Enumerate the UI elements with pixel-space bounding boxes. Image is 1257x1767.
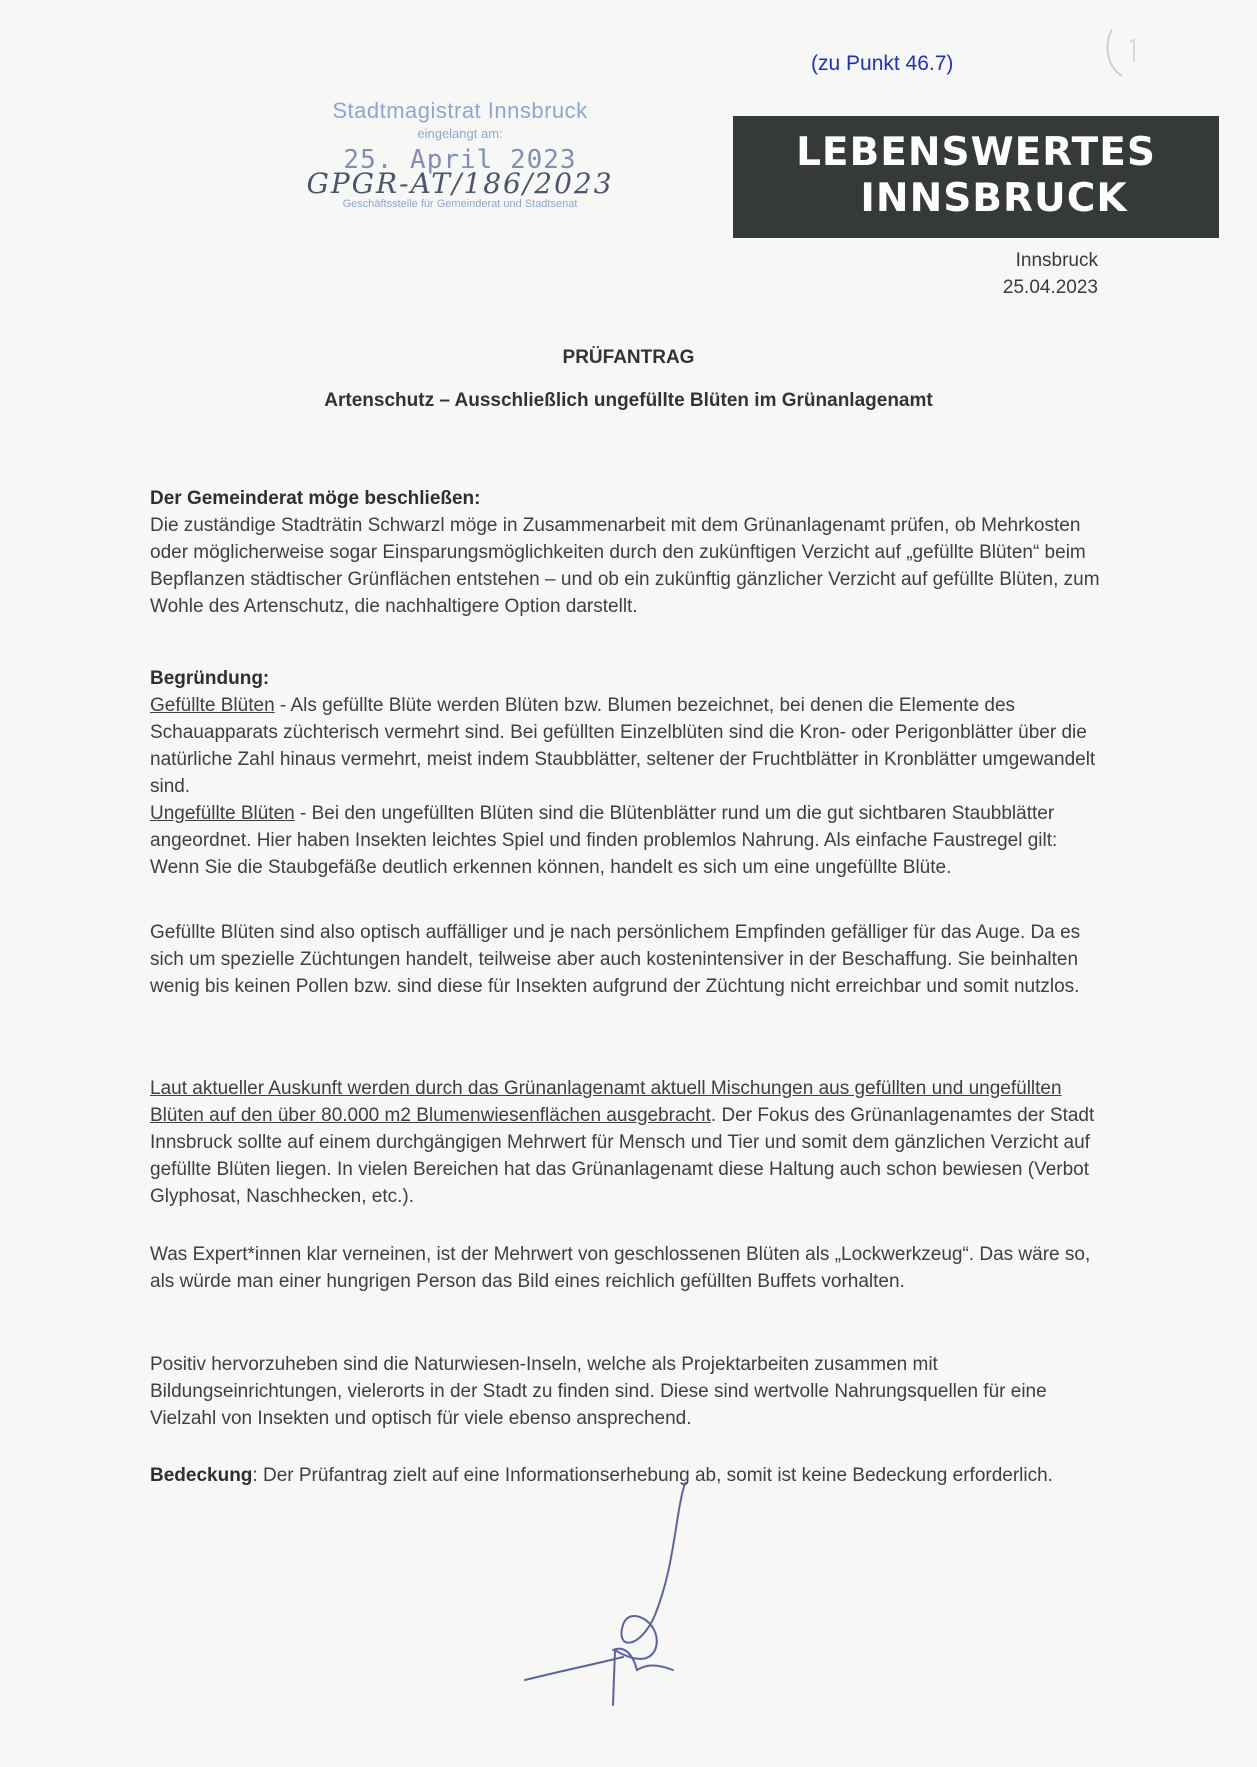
- body-paragraph-2: Gefüllte Blüten sind also optisch auffälliger und je nach persönlichem Empfinden gefälliger für das Auge. Da es sich um spezielle Züchtungen handelt, teilweise aber auch kostenintensiver in der Beschaffung. Sie beinhalten wenig bis keinen Pollen bzw. sind diese für Insekten aufgrund der Züchtung nicht erreichbar und somit nutzlos.: [150, 922, 1081, 997]
- place-date-block: [1003, 247, 1098, 301]
- stamp-received-label: eingelangt am:: [417, 126, 503, 141]
- coverage-text: : Der Prüfantrag zielt auf eine Informationserhebung ab, somit ist keine Bedeckung erforderlich.: [252, 1465, 1053, 1486]
- coverage-label: Bedeckung: [150, 1465, 253, 1486]
- unfilled-definition: - Bei den ungefüllten Blüten sind die Blütenblätter rund um die gut sichtbaren Staubblätter angeordnet. Hier haben Insekten leichtes Spiel und finden problemlos Nahrung. Als einfache Faustregel gilt: Wenn Sie die Staubgefäße deutlich erkennen können, handelt es sich um eine ungefüllte Blüte.: [150, 803, 1058, 878]
- party-logo: [733, 116, 1219, 238]
- place: Innsbruck: [1015, 250, 1098, 271]
- agenda-reference: (zu Punkt 46.7): [811, 52, 954, 75]
- filled-term: Gefüllte Blüten: [150, 695, 275, 716]
- logo-line-2: INNSBRUCK: [860, 176, 1128, 221]
- signature-icon: [505, 1475, 705, 1715]
- stamp-office: Geschäftsstelle für Gemeinderat und Stadtsenat: [342, 198, 578, 210]
- body-paragraph-3-rest: . Der Fokus des Grünanlagenamtes der Stadt Innsbruck sollte auf einem durchgängigen Mehrwert für Mensch und Tier und somit dem gänzlichen Verzicht auf gefüllte Blüten liegen. In vielen Bereichen hat das Grünanlagenamt diese Haltung auch schon bewiesen (Verbot Glyphosat, Naschhecken, etc.).: [150, 1105, 1095, 1207]
- body-paragraph-4: Was Expert*innen klar verneinen, ist der Mehrwert von geschlossenen Blüten als „Lockwerkzeug“. Das wäre so, als würde man einer hungrigen Person das Bild eines reichlich gefüllten Buffets vorhalten.: [150, 1244, 1091, 1292]
- corner-page-mark-icon: [1100, 22, 1160, 82]
- received-stamp: [300, 98, 620, 268]
- unfilled-term: Ungefüllte Blüten: [150, 803, 295, 824]
- logo-line-1: LEBENSWERTES: [796, 130, 1156, 175]
- justification-heading: Begründung:: [150, 668, 270, 689]
- body-paragraph-5: Positiv hervorzuheben sind die Naturwiesen-Inseln, welche als Projektarbeiten zusammen mit Bildungseinrichtungen, vielerorts in der Stadt zu finden sind. Diese sind wertvolle Nahrungsquellen für eine Vielzahl von Insekten und optisch für viele ebenso ansprechend.: [150, 1354, 1047, 1429]
- body-paragraph-3: [150, 1075, 1100, 1210]
- stamp-organization: Stadtmagistrat Innsbruck: [332, 98, 588, 123]
- filled-definition: - Als gefüllte Blüte werden Blüten bzw. Blumen bezeichnet, bei denen die Elemente des Schauapparats züchterisch vermehrt sind. Bei gefüllten Einzelblüten sind die Kron- oder Perigonblätter über die natürliche Zahl hinaus vermehrt, meist indem Staubblätter, seltener der Fruchtblätter in Kronblätter umgewandelt sind.: [150, 695, 1096, 797]
- motion-heading: Der Gemeinderat möge beschließen:: [150, 488, 481, 509]
- document-type: PRÜFANTRAG: [562, 347, 695, 368]
- stamp-date: 25. April 2023: [343, 145, 577, 175]
- date: 25.04.2023: [1002, 277, 1098, 298]
- motion-text: Die zuständige Stadträtin Schwarzl möge in Zusammenarbeit mit dem Grünanlagenamt prüfen, ob Mehrkosten oder möglicherweise sogar Einsparungsmöglichkeiten durch den zukünftigen Verzicht auf „gefüllte Blüten“ beim Bepflanzen städtischer Grünflächen entstehen – und ob ein zukünftig gänzlicher Verzicht auf gefüllte Blüten, zum Wohle des Artenschutz, die nachhaltigere Option darstellt.: [150, 515, 1100, 617]
- motion-paragraph: [150, 485, 1100, 620]
- information-statement: Laut aktueller Auskunft werden durch das Grünanlagenamt aktuell Mischungen aus gefüllten und ungefüllten Blüten auf den über 80.000 m2 Blumenwiesenflächen ausgebracht: [150, 1078, 1062, 1126]
- subject-line: Artenschutz – Ausschließlich ungefüllte Blüten im Grünanlagenamt: [324, 390, 933, 411]
- stamp-file-number: GPGR-AT/186/2023: [306, 167, 614, 200]
- justification-paragraph: [150, 665, 1100, 881]
